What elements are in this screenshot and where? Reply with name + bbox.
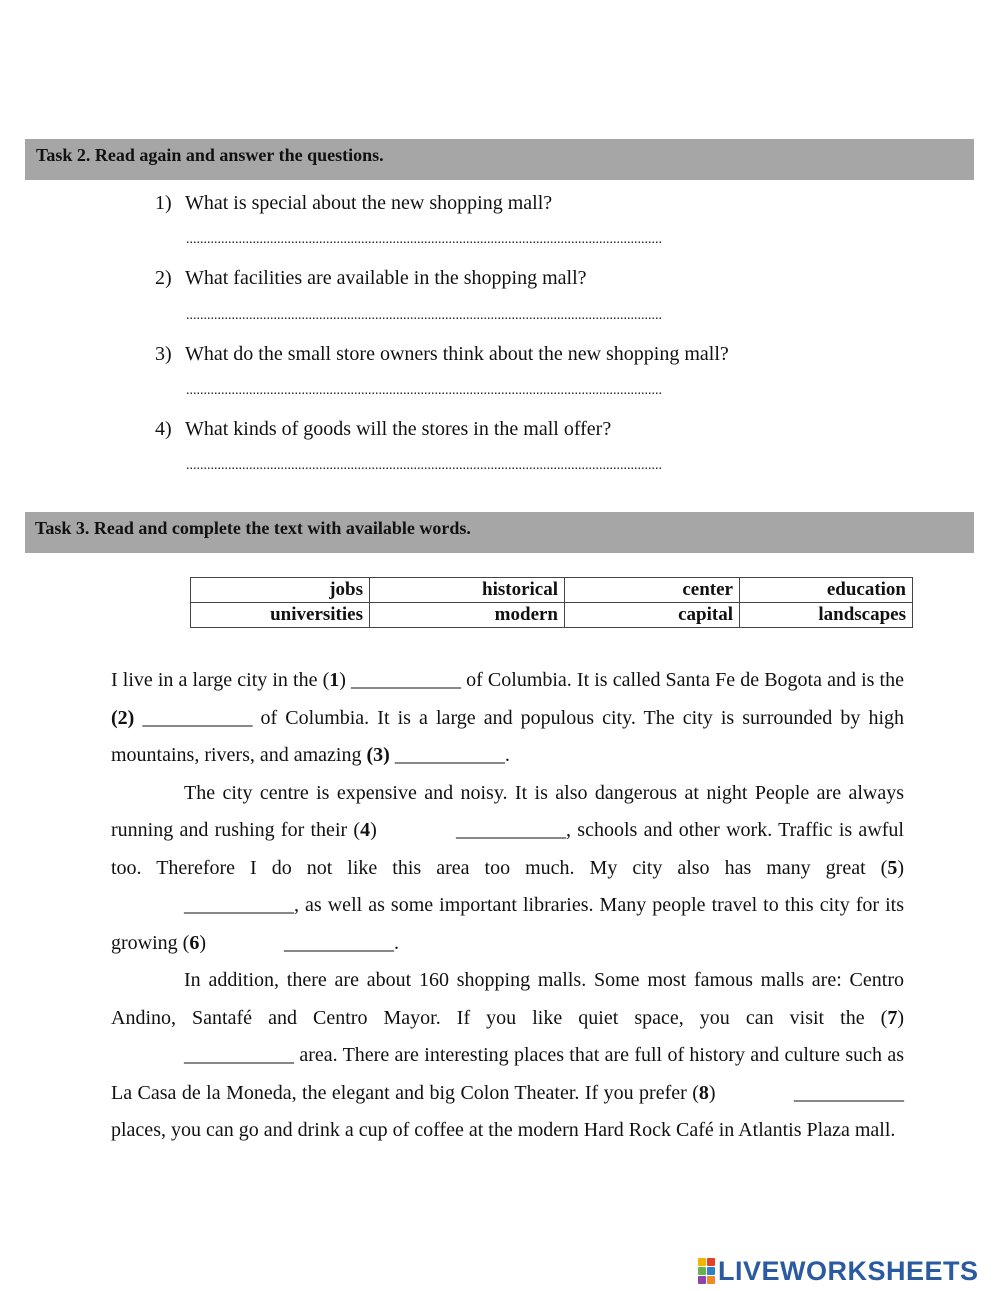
blank-7[interactable]: ___________	[184, 1044, 294, 1066]
liveworksheets-logo-icon	[698, 1258, 715, 1284]
reading-text	[111, 662, 904, 1150]
answer-line-4: ........................................................................................................................................	[186, 458, 662, 473]
answer-line-2: ........................................................................................................................................	[186, 308, 662, 323]
word-bank-cell: modern	[370, 603, 565, 628]
word-bank	[190, 577, 913, 628]
task2-header-bar	[25, 139, 974, 180]
question-3: 3) What do the small store owners think about the new shopping mall?	[155, 343, 729, 365]
blank-3[interactable]: ___________	[394, 744, 505, 766]
word-bank-row	[191, 603, 913, 628]
word-bank-row	[191, 578, 913, 603]
answer-input-4[interactable]	[186, 452, 850, 474]
word-bank-cell: education	[740, 578, 913, 603]
question-1: 1) What is special about the new shopping mall?	[155, 192, 553, 214]
liveworksheets-logo	[698, 1256, 979, 1286]
paragraph-2: The city centre is expensive and noisy. It is also dangerous at night People are always running and rushing for their (4) ___________, schools and other work. Traffic is awful too. Therefore I do not like this area too much. My city also has many great (5) ___________, as well as some important libraries. Many people travel to this city for its growing (6) ___________.	[111, 775, 904, 963]
blank-4[interactable]: ___________	[456, 819, 567, 841]
task3-header: Task 3. Read and complete the text with available words.	[35, 518, 471, 538]
blank-1[interactable]: ___________	[351, 669, 462, 691]
paragraph-1: I live in a large city in the (1) ___________ of Columbia. It is called Santa Fe de Bogota and is the (2) ___________ of Columbia. It is a large and populous city. The city is surrounded by high mountains, rivers, and amazing (3) ___________.	[111, 662, 904, 775]
word-bank-cell: center	[565, 578, 740, 603]
answer-line-3: ........................................................................................................................................	[186, 383, 662, 398]
liveworksheets-logo-text: LIVEWORKSHEETS	[718, 1255, 979, 1286]
blank-2[interactable]: ___________	[142, 706, 253, 729]
task3-header-bar	[25, 512, 974, 553]
word-bank-cell: jobs	[191, 578, 370, 603]
word-bank-cell: landscapes	[740, 603, 913, 628]
blank-6[interactable]: ___________	[284, 931, 394, 954]
question-2: 2) What facilities are available in the shopping mall?	[155, 267, 587, 289]
word-bank-cell: capital	[565, 603, 740, 628]
answer-input-3[interactable]	[186, 377, 850, 399]
task2-header: Task 2. Read again and answer the questions.	[36, 145, 384, 165]
blank-5[interactable]: ___________	[184, 894, 294, 916]
blank-8[interactable]: ___________	[794, 1081, 904, 1104]
answer-input-2[interactable]	[186, 302, 850, 324]
answer-input-1[interactable]	[186, 226, 850, 248]
question-4: 4) What kinds of goods will the stores in the mall offer?	[155, 418, 612, 440]
word-bank-cell: universities	[191, 603, 370, 628]
word-bank-cell: historical	[370, 578, 565, 603]
answer-line-1: ........................................................................................................................................	[186, 232, 662, 247]
paragraph-3: In addition, there are about 160 shopping malls. Some most famous malls are: Centro Andino, Santafé and Centro Mayor. If you like quiet space, you can visit the (7) ___________ area. There are interesting places that are full of history and culture such as La Casa de la Moneda, the elegant and big Colon Theater. If you prefer (8) ___________ places, you can go and drink a cup of coffee at the modern Hard Rock Café in Atlantis Plaza mall.	[111, 969, 904, 1141]
